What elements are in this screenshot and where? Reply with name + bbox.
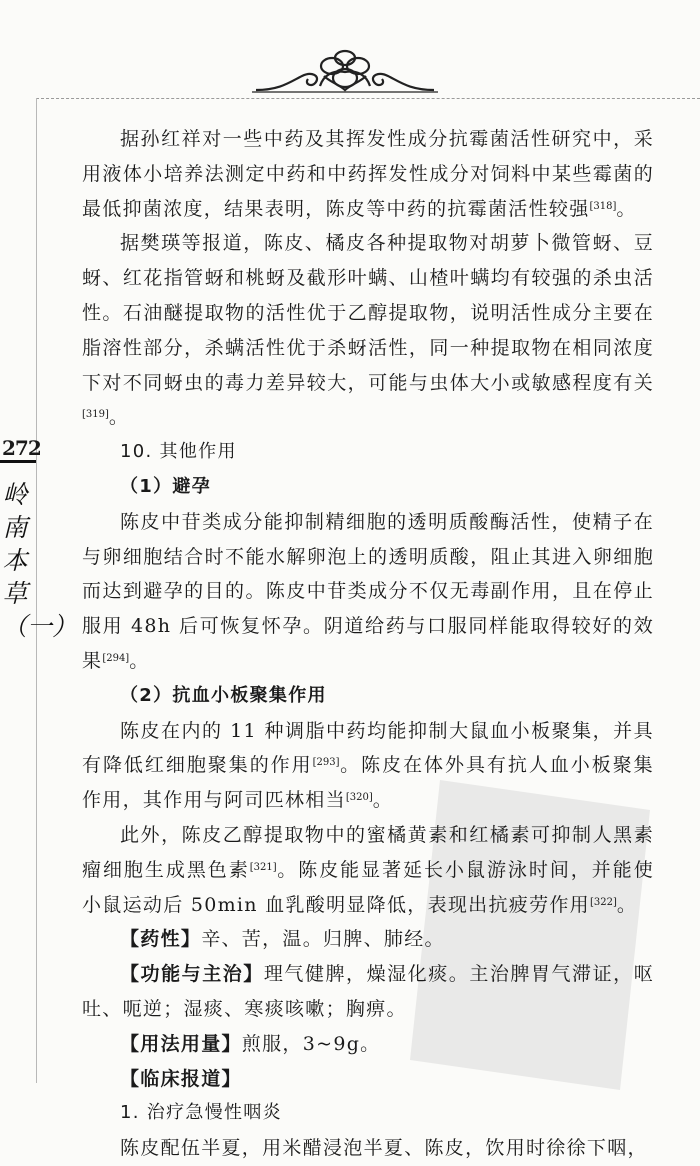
- entry-dosage: [82, 1027, 654, 1062]
- entry-text: 理气健脾，燥湿化痰。主治脾胃气滞证，呕吐、呃逆；湿痰、寒痰咳嗽；胸痹。: [82, 963, 654, 1020]
- paragraph-melanin: [82, 818, 654, 922]
- subheading-antiplatelet: （2）抗血小板聚集作用: [120, 684, 327, 706]
- paragraph-tail: 。: [129, 649, 150, 672]
- entry-label: 【药性】: [120, 928, 202, 951]
- paragraph-tail: 。: [616, 893, 638, 916]
- citation: [319]: [82, 409, 109, 421]
- margin-rule: [36, 98, 37, 1083]
- citation: [293]: [312, 757, 340, 769]
- paragraph-tail: 。: [108, 406, 130, 429]
- citation: [294]: [102, 652, 130, 664]
- entry-text: 辛、苦，温。归脾、肺经。: [201, 928, 445, 951]
- paragraph-text: 。陈皮在体外具有抗人血小板聚集作用，其作用与阿司匹林相当: [82, 754, 654, 812]
- paragraph-text: 据孙红祥对一些中药及其挥发性成分抗霉菌活性研究中，采用液体小培养法测定中药和中药挥发性成分对饲料中某些霉菌的最低抑菌浓度，结果表明，陈皮等中药的抗霉菌活性较强: [82, 128, 654, 220]
- entry-functions: [82, 957, 654, 1027]
- paragraph-text: 陈皮在内的 11 种调脂中药均能抑制大鼠血小板聚集，并具有降低红细胞聚集的作用: [82, 719, 654, 777]
- page-number: 272: [2, 436, 41, 460]
- entry-text: 煎服，3~9g。: [241, 1032, 381, 1055]
- citation: [318]: [589, 200, 617, 212]
- paragraph-text: 陈皮中苷类成分能抑制精细胞的透明质酸酶活性，使精子在与卵细胞结合时不能水解卵泡上的透明质酸，阻止其进入卵细胞而达到避孕的目的。陈皮中苷类成分不仅无毒副作用，且在停止服用 48h 后可恢复怀孕。阴道给药与口服同样能取得较好的效果: [82, 510, 654, 672]
- paragraph-antifungal: [82, 122, 654, 226]
- page-content: [82, 122, 654, 1166]
- paragraph-text: 此外，陈皮乙醇提取物中的蜜橘黄素和红橘素可抑制人黑素瘤细胞生成黑色素: [82, 823, 654, 881]
- header-ornament-icon: [250, 46, 440, 98]
- clinical-heading-1: 1. 治疗急慢性咽炎: [120, 1102, 282, 1124]
- subheading-contraception: （1）避孕: [120, 475, 212, 497]
- page-number-bar: [0, 460, 36, 463]
- entry-label: 【功能与主治】: [120, 963, 264, 986]
- entry-properties: [82, 922, 654, 957]
- paragraph-tail: 。: [372, 789, 394, 812]
- header-rule: [36, 98, 700, 99]
- citation: [322]: [590, 896, 617, 908]
- entry-clinical: [82, 1062, 654, 1097]
- book-title-text: 岭南本草（一）: [2, 480, 78, 641]
- entry-label: 【临床报道】: [120, 1067, 242, 1090]
- paragraph-tail: 。: [616, 197, 637, 220]
- paragraph-antiplatelet: [82, 714, 654, 818]
- section-heading-10: 10. 其他作用: [120, 441, 237, 463]
- entry-label: 【用法用量】: [120, 1032, 242, 1055]
- book-title-vertical: [2, 478, 78, 643]
- paragraph-insecticidal: [82, 226, 654, 435]
- paragraph-text: 。陈皮能显著延长小鼠游泳时间，并能使小鼠运动后 50min 血乳酸明显降低，表现出抗疲劳作用: [82, 858, 655, 916]
- citation: [321]: [249, 861, 277, 873]
- citation: [320]: [345, 792, 373, 804]
- paragraph-text: 据樊瑛等报道，陈皮、橘皮各种提取物对胡萝卜微管蚜、豆蚜、红花指管蚜和桃蚜及截形叶螨、山楂叶螨均有较强的杀虫活性。石油醚提取物的活性优于乙醇提取物，说明活性成分主要在脂溶性部分，杀螨活性优于杀蚜活性，同一种提取物在相同浓度下对不同蚜虫的毒力差异较大，可能与虫体大小或敏感程度有关: [82, 232, 654, 394]
- paragraph-contraception: [82, 505, 654, 679]
- paragraph-clinical-1: 陈皮配伍半夏，用米醋浸泡半夏、陈皮，饮用时徐徐下咽，: [120, 1137, 648, 1160]
